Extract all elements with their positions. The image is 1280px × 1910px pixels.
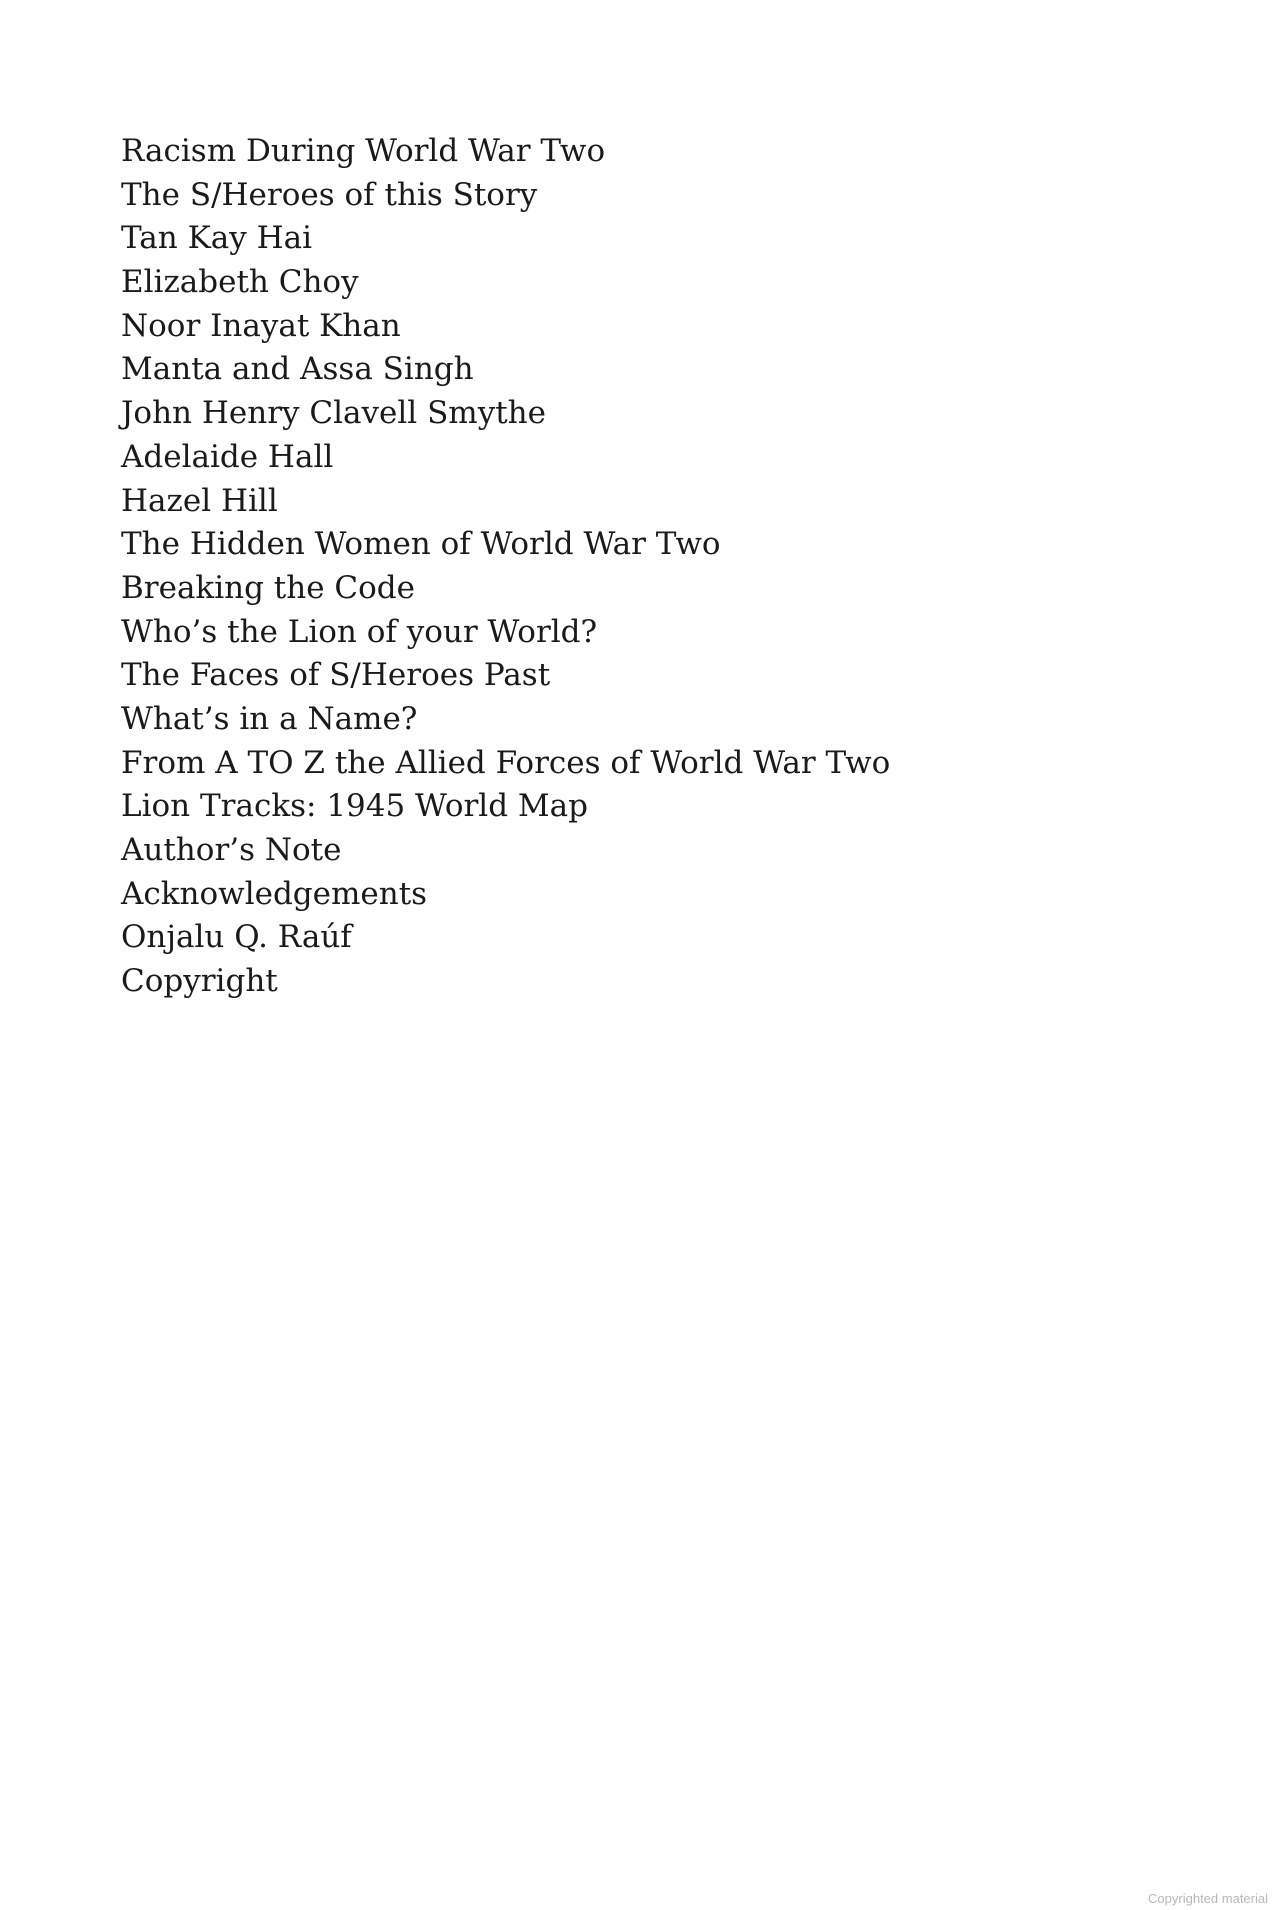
- toc-item[interactable]: Tan Kay Hai: [121, 220, 313, 257]
- toc-item[interactable]: Onjalu Q. Raúf: [121, 919, 352, 956]
- toc-item[interactable]: The S/Heroes of this Story: [121, 176, 538, 213]
- toc-item[interactable]: The Hidden Women of World War Two: [121, 526, 721, 563]
- toc-item[interactable]: What’s in a Name?: [121, 700, 418, 737]
- toc-item[interactable]: Acknowledgements: [121, 875, 428, 912]
- toc-item[interactable]: Hazel Hill: [121, 482, 278, 519]
- toc-item[interactable]: Manta and Assa Singh: [121, 351, 474, 388]
- toc-item[interactable]: Who’s the Lion of your World?: [121, 613, 598, 650]
- toc-item[interactable]: Elizabeth Choy: [121, 264, 359, 301]
- toc-item[interactable]: Author’s Note: [121, 832, 342, 868]
- toc-item[interactable]: From A TO Z the Allied Forces of World War Two: [121, 744, 891, 781]
- toc-item[interactable]: Racism During World War Two: [121, 133, 606, 169]
- table-of-contents: [121, 130, 890, 1004]
- toc-item[interactable]: Copyright: [121, 963, 278, 1000]
- toc-item[interactable]: Adelaide Hall: [121, 438, 334, 475]
- toc-item[interactable]: The Faces of S/Heroes Past: [121, 657, 551, 694]
- toc-item[interactable]: John Henry Clavell Smythe: [121, 395, 546, 432]
- copyright-watermark: Copyrighted material: [1148, 1891, 1268, 1906]
- toc-item[interactable]: Breaking the Code: [121, 569, 415, 606]
- toc-item[interactable]: Lion Tracks: 1945 World Map: [121, 788, 588, 825]
- toc-item[interactable]: Noor Inayat Khan: [121, 307, 401, 344]
